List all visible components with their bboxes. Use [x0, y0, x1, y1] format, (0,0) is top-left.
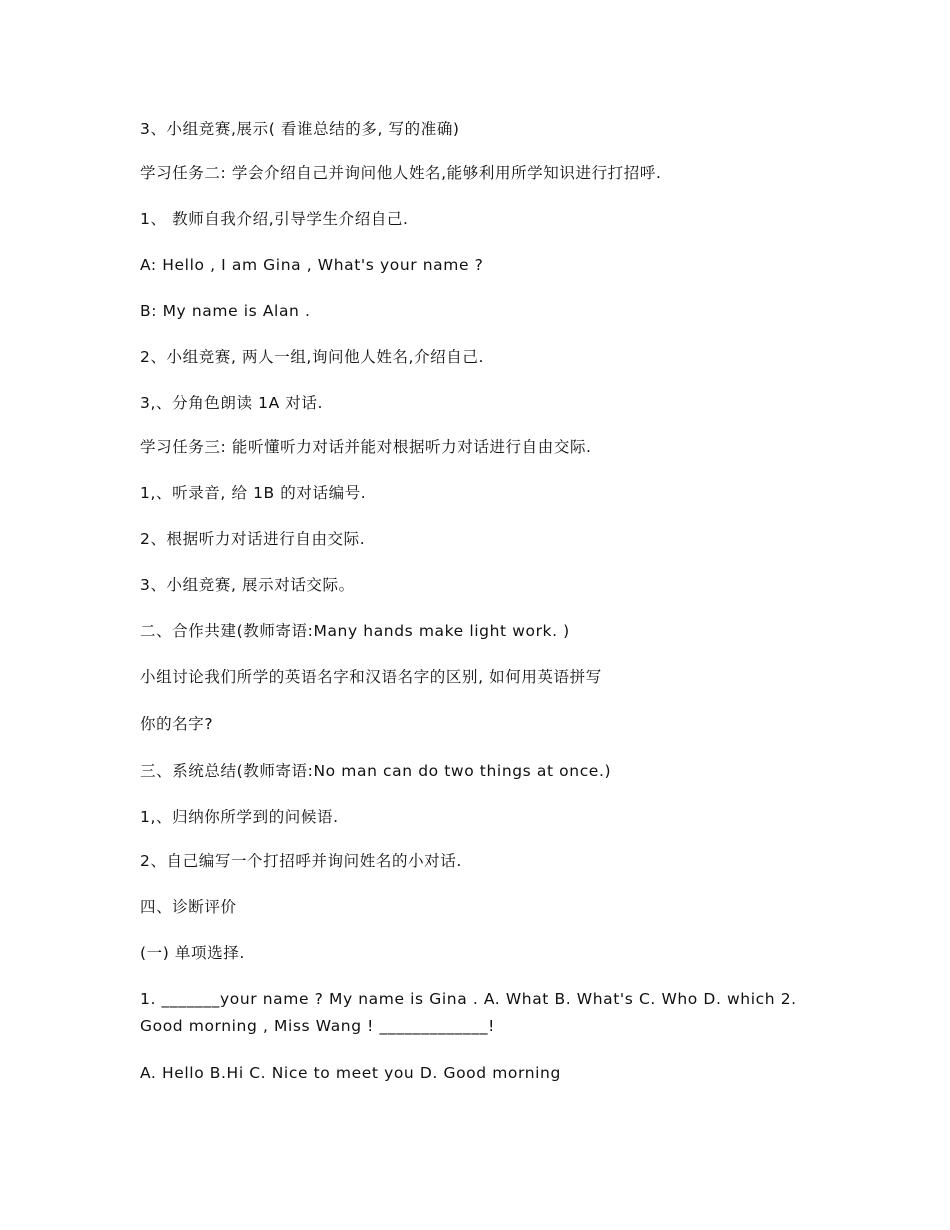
dialogue-line-b: B: My name is Alan . — [140, 302, 311, 320]
text-line-7: 3,、分角色朗读 1A 对话. — [140, 394, 324, 412]
section-four-heading: 四、诊断评价 — [140, 898, 237, 916]
question-paragraph: 1. _______your name ? My name is Gina . A. What B. What's C. Who D. which 2. Good morning , Miss Wang ! _____________! — [140, 990, 797, 1035]
text-line-10: 2、根据听力对话进行自由交际. — [140, 530, 366, 548]
text-line-13: 小组讨论我们所学的英语名字和汉语名字的区别, 如何用英语拼写 — [140, 668, 602, 686]
text-line-6: 2、小组竞赛, 两人一组,询问他人姓名,介绍自己. — [140, 348, 484, 366]
task-two-heading: 学习任务二: 学会介绍自己并询问他人姓名,能够利用所学知识进行打招呼. — [140, 164, 662, 182]
multiple-choice-heading: (一) 单项选择. — [140, 944, 245, 962]
text-line-16: 1,、归纳你所学到的问候语. — [140, 808, 339, 826]
dialogue-line-a: A: Hello , I am Gina , What's your name ? — [140, 256, 484, 274]
text-line-14: 你的名字? — [140, 715, 214, 733]
section-two-heading: 二、合作共建(教师寄语:Many hands make light work. ) — [140, 622, 570, 640]
text-line-11: 3、小组竞赛, 展示对话交际。 — [140, 576, 355, 594]
answer-options: A. Hello B.Hi C. Nice to meet you D. Good morning — [140, 1064, 561, 1082]
section-three-heading: 三、系统总结(教师寄语:No man can do two things at once.) — [140, 762, 612, 780]
task-three-heading: 学习任务三: 能听懂听力对话并能对根据听力对话进行自由交际. — [140, 438, 592, 456]
text-line-17: 2、自己编写一个打招呼并询问姓名的小对话. — [140, 852, 462, 870]
text-line-1: 3、小组竞赛,展示( 看谁总结的多, 写的准确) — [140, 120, 460, 138]
text-line-3: 1、 教师自我介绍,引导学生介绍自己. — [140, 210, 409, 228]
text-line-9: 1,、听录音, 给 1B 的对话编号. — [140, 484, 367, 502]
